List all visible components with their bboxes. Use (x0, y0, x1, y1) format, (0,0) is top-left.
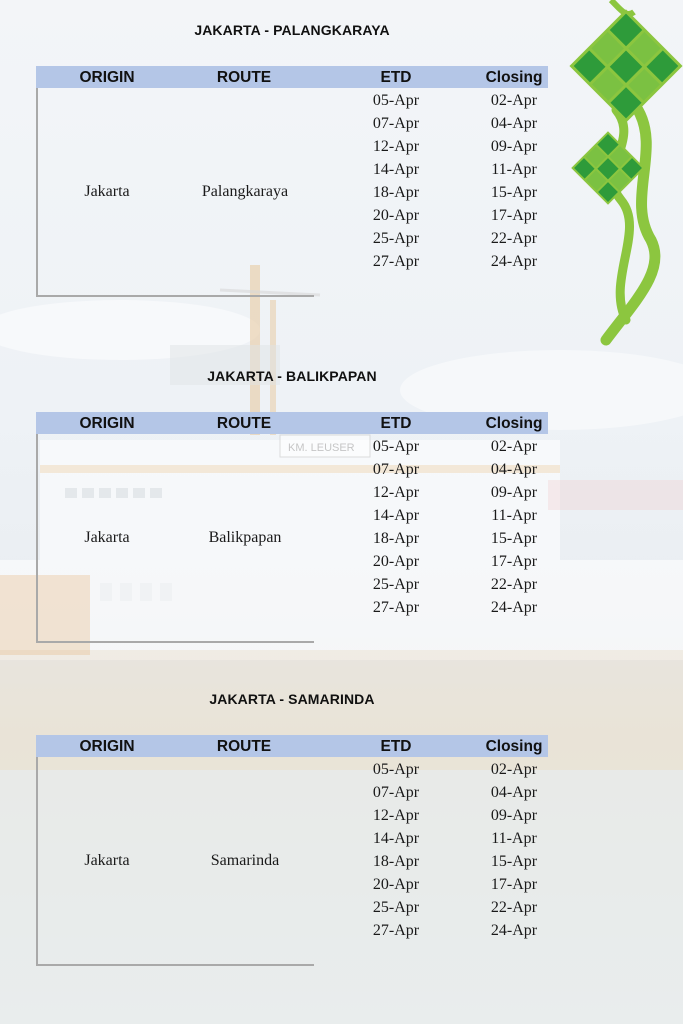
closing-value: 04-Apr (490, 784, 538, 801)
closing-value: 04-Apr (490, 115, 538, 132)
route-cell: Samarinda (210, 852, 280, 869)
etd-value: 18-Apr (372, 184, 420, 201)
table-row (336, 458, 576, 481)
date-rows (336, 435, 576, 619)
etd-value: 07-Apr (372, 784, 420, 801)
table-row (336, 204, 576, 227)
route-cell: Palangkaraya (201, 183, 289, 200)
header-closing: Closing (485, 69, 543, 86)
table-row (336, 781, 576, 804)
table-row (336, 227, 576, 250)
table-row (336, 181, 576, 204)
header-closing: Closing (485, 738, 543, 755)
header-etd: ETD (380, 69, 412, 86)
etd-value: 25-Apr (372, 899, 420, 916)
etd-value: 07-Apr (372, 461, 420, 478)
closing-value: 11-Apr (491, 161, 537, 178)
table-header-row (36, 735, 548, 757)
etd-value: 05-Apr (372, 761, 420, 778)
etd-value: 12-Apr (372, 807, 420, 824)
header-etd: ETD (380, 738, 412, 755)
etd-value: 05-Apr (372, 438, 420, 455)
closing-value: 17-Apr (490, 876, 538, 893)
closing-value: 11-Apr (491, 830, 537, 847)
closing-value: 24-Apr (490, 253, 538, 270)
closing-value: 15-Apr (490, 530, 538, 547)
closing-value: 02-Apr (490, 438, 538, 455)
closing-value: 22-Apr (490, 899, 538, 916)
closing-value: 22-Apr (490, 576, 538, 593)
closing-value: 15-Apr (490, 853, 538, 870)
table-row (336, 896, 576, 919)
closing-value: 17-Apr (490, 207, 538, 224)
header-route: ROUTE (216, 415, 272, 432)
table-bottom-border (36, 295, 314, 297)
table-row (336, 804, 576, 827)
table-bottom-border (36, 964, 314, 966)
date-rows (336, 758, 576, 942)
date-rows (336, 89, 576, 273)
table-row (336, 250, 576, 273)
closing-value: 24-Apr (490, 599, 538, 616)
table-row (336, 481, 576, 504)
header-origin: ORIGIN (79, 415, 135, 432)
etd-value: 14-Apr (372, 830, 420, 847)
table-row (336, 573, 576, 596)
header-closing: Closing (485, 415, 543, 432)
closing-value: 22-Apr (490, 230, 538, 247)
table-row (336, 850, 576, 873)
etd-value: 12-Apr (372, 484, 420, 501)
closing-value: 02-Apr (490, 761, 538, 778)
table-row (336, 550, 576, 573)
section-title: JAKARTA - PALANGKARAYA (194, 22, 390, 38)
etd-value: 18-Apr (372, 530, 420, 547)
origin-cell: Jakarta (84, 183, 130, 200)
etd-value: 20-Apr (372, 207, 420, 224)
table-header-row (36, 412, 548, 434)
header-route: ROUTE (216, 69, 272, 86)
table-row (336, 158, 576, 181)
section-title: JAKARTA - BALIKPAPAN (207, 368, 377, 384)
closing-value: 09-Apr (490, 138, 538, 155)
etd-value: 07-Apr (372, 115, 420, 132)
etd-value: 25-Apr (372, 230, 420, 247)
closing-value: 04-Apr (490, 461, 538, 478)
etd-value: 12-Apr (372, 138, 420, 155)
header-route: ROUTE (216, 738, 272, 755)
section-title: JAKARTA - SAMARINDA (209, 691, 375, 707)
header-origin: ORIGIN (79, 69, 135, 86)
etd-value: 14-Apr (372, 507, 420, 524)
table-row (336, 827, 576, 850)
etd-value: 05-Apr (372, 92, 420, 109)
etd-value: 25-Apr (372, 576, 420, 593)
table-row (336, 89, 576, 112)
etd-value: 14-Apr (372, 161, 420, 178)
origin-cell: Jakarta (84, 529, 130, 546)
etd-value: 20-Apr (372, 876, 420, 893)
table-row (336, 527, 576, 550)
ketupat-ornament-icon (566, 0, 683, 350)
etd-value: 27-Apr (372, 599, 420, 616)
origin-cell: Jakarta (84, 852, 130, 869)
header-etd: ETD (380, 415, 412, 432)
table-row (336, 504, 576, 527)
etd-value: 27-Apr (372, 922, 420, 939)
header-origin: ORIGIN (79, 738, 135, 755)
closing-value: 02-Apr (490, 92, 538, 109)
ship-name-text: KM. LEUSER (288, 442, 355, 454)
table-row (336, 919, 576, 942)
table-row (336, 435, 576, 458)
closing-value: 11-Apr (491, 507, 537, 524)
route-cell: Balikpapan (208, 529, 282, 546)
table-row (336, 135, 576, 158)
table-bottom-border (36, 641, 314, 643)
closing-value: 17-Apr (490, 553, 538, 570)
etd-value: 20-Apr (372, 553, 420, 570)
closing-value: 24-Apr (490, 922, 538, 939)
closing-value: 09-Apr (490, 484, 538, 501)
table-row (336, 873, 576, 896)
table-row (336, 112, 576, 135)
closing-value: 15-Apr (490, 184, 538, 201)
table-header-row (36, 66, 548, 88)
table-row (336, 596, 576, 619)
etd-value: 27-Apr (372, 253, 420, 270)
closing-value: 09-Apr (490, 807, 538, 824)
etd-value: 18-Apr (372, 853, 420, 870)
table-row (336, 758, 576, 781)
